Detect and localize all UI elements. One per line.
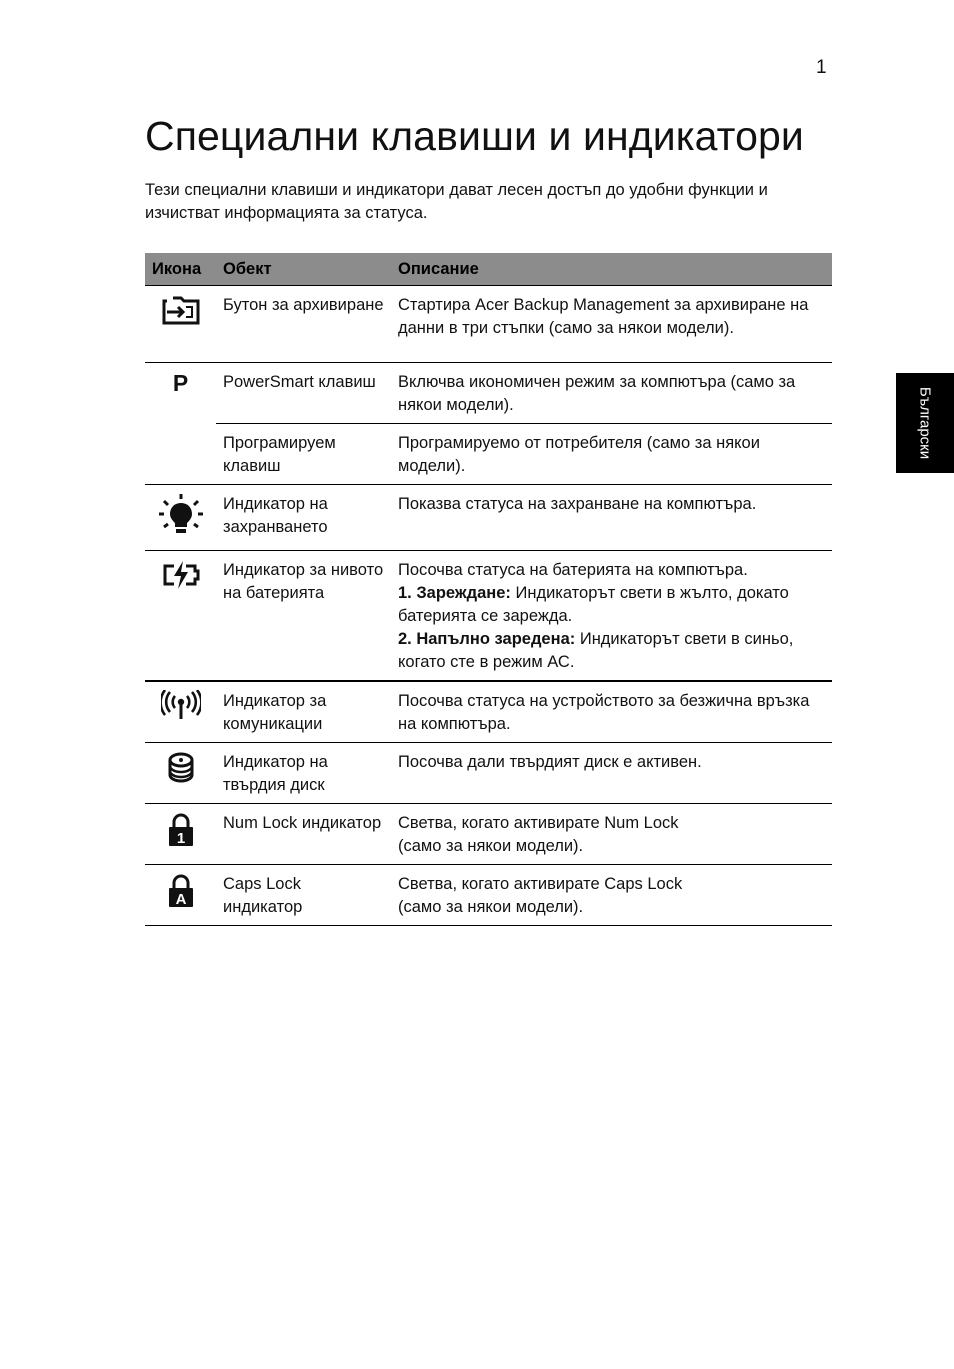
table-row [145,424,832,485]
description-cell [391,551,832,682]
header-icon: Икона [145,253,216,286]
svg-text:1: 1 [176,830,185,847]
power-light-icon [158,493,204,546]
page-number: 1 [816,57,827,78]
svg-text:A: A [175,891,186,908]
description-cell [391,865,832,926]
icon-cell [145,743,216,804]
description-cell: Програмируемо от потребителя (само за някои модели). [391,424,832,485]
description-cell [391,804,832,865]
description-line: (само за някои модели). [398,898,584,916]
table-row [145,865,832,926]
table-row [145,363,832,424]
battery-state-full: 2. Напълно заредена: Индикаторът свети в синьо, когато сте в режим АС. [398,630,794,671]
table-header-row [145,253,832,286]
object-cell: Индикатор за нивото на батерията [216,551,391,682]
battery-icon [161,559,201,598]
object-cell: PowerSmart клавиш [216,363,391,424]
battery-description-intro: Посочва статуса на батерията на компютъра. [398,561,748,579]
object-cell: Програмируем клавиш [216,424,391,485]
icon-cell [145,485,216,551]
object-cell: Num Lock индикатор [216,804,391,865]
description-line: (само за някои модели). [398,837,584,855]
table-row [145,743,832,804]
num-lock-icon [167,812,195,855]
table-row [145,485,832,551]
table-row [145,286,832,363]
icon-cell [145,681,216,743]
object-cell: Бутон за архивиране [216,286,391,363]
header-description: Описание [391,253,832,286]
description-cell: Включва икономичен режим за компютъра (само за някои модели). [391,363,832,424]
description-cell: Посочва дали твърдият диск е активен. [391,743,832,804]
object-cell: Индикатор за комуникации [216,681,391,743]
powersmart-p-icon: P [172,370,189,396]
description-line: Светва, когато активирате Caps Lock [398,875,683,893]
hard-disk-icon [164,751,198,792]
wireless-icon [161,690,201,729]
language-tab-label: Български [916,386,934,460]
battery-state-charging: 1. Зареждане: Индикаторът свети в жълто, докато батерията се зарежда. [398,584,789,625]
object-cell: Индикатор на захранването [216,485,391,551]
table-row [145,551,832,682]
icon-cell [145,865,216,926]
object-cell: Индикатор на твърдия диск [216,743,391,804]
header-object: Обект [216,253,391,286]
object-cell: Caps Lock индикатор [216,865,391,926]
description-cell: Стартира Acer Backup Management за архивиране на данни в три стъпки (само за някои модели). [391,286,832,363]
icon-cell [145,804,216,865]
description-line: Светва, когато активирате Num Lock [398,814,679,832]
language-tab [896,373,954,473]
description-cell: Показва статуса на захранване на компютъра. [391,485,832,551]
intro-paragraph: Тези специални клавиши и индикатори дават лесен достъп до удобни функции и изчистват информацията за статуса. [145,181,768,222]
icon-cell [145,286,216,363]
icon-cell [145,363,216,485]
icon-cell [145,551,216,682]
special-keys-table [145,253,832,926]
backup-icon [159,294,203,335]
description-cell: Посочва статуса на устройството за безжична връзка на компютъра. [391,681,832,743]
table-row [145,804,832,865]
page-title: Специални клавиши и индикатори [145,113,804,159]
caps-lock-icon [167,873,195,916]
table-row [145,681,832,743]
